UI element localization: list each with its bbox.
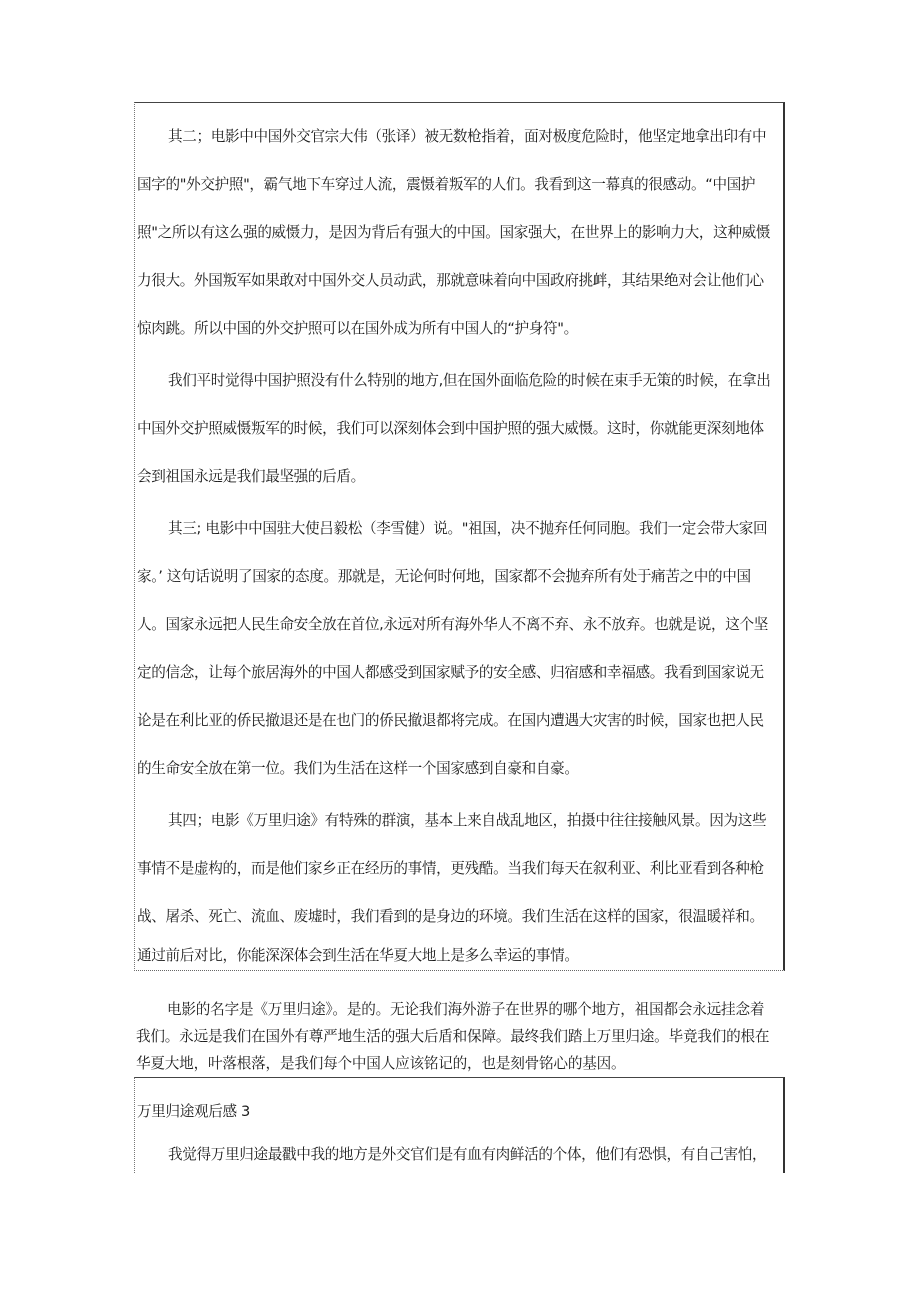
paragraph-2-line: 照"之所以有这么强的威慑力，是因为背后有强大的中国。国家强大，在世界上的影响力大，这种威慑	[137, 224, 771, 241]
paragraph-4-line: 事情不是虚构的，而是他们家乡正在经历的事情，更残酷。当我们每天在叙利亚、利比亚看到各种枪	[137, 860, 764, 877]
paragraph-passport-line: 我们平时觉得中国护照没有什么特别的地方,但在国外面临危险的时候在束手无策的时候，在拿出	[168, 372, 771, 389]
paragraph-3-line: 论是在利比亚的侨民撤退还是在也门的侨民撤退都将完成。在国内遭遇大灾害的时候，国家也把人民	[137, 712, 764, 729]
conclusion-line: 华夏大地，叶落根落，是我们每个中国人应该铭记的，也是刻骨铭心的基因。	[136, 1055, 626, 1072]
text-box-main	[134, 102, 785, 971]
essay-3-heading: 万里归途观后感 3	[137, 1103, 250, 1120]
paragraph-4-line: 通过前后对比，你能深深体会到生活在华夏大地上是多么幸运的事情。	[137, 947, 579, 964]
paragraph-3-line: 的生命安全放在第一位。我们为生活在这样一个国家感到自豪和自豪。	[137, 760, 579, 777]
paragraph-3-line: 家。’ 这句话说明了国家的态度。那就是，无论何时何地，国家都不会抛弃所有处于痛苦之中的中国	[137, 568, 751, 585]
paragraph-3-line: 定的信念，让每个旅居海外的中国人都感受到国家赋予的安全感、归宿感和幸福感。我看到国家说无	[137, 664, 764, 681]
paragraph-passport-line: 会到祖国永远是我们最坚强的后盾。	[137, 468, 365, 485]
paragraph-3-line: 其三; 电影中中国驻大使吕毅松（李雪健）说。"祖国，决不抛弃任何同胞。我们一定会带大家回	[168, 520, 768, 537]
paragraph-4-line: 战、屠杀、死亡、流血、废墟时，我们看到的是身边的环境。我们生活在这样的国家，很温暖祥和。	[137, 908, 764, 925]
paragraph-passport-line: 中国外交护照威慑叛军的时候，我们可以深刻体会到中国护照的强大威慑。这时，你就能更深刻地体	[137, 420, 764, 437]
paragraph-2-line: 力很大。外国叛军如果敢对中国外交人员动武，那就意味着向中国政府挑衅，其结果绝对会让他们心	[137, 272, 764, 289]
paragraph-3-line: 人。国家永远把人民生命安全放在首位,永远对所有海外华人不离不弃、永不放弃。也就是说，这个坚	[137, 616, 769, 633]
text-box-essay-3	[134, 1077, 785, 1173]
essay-3-first-line: 我觉得万里归途最戳中我的地方是外交官们是有血有肉鲜活的个体，他们有恐惧，有自己害怕，	[168, 1146, 767, 1163]
paragraph-2-line: 惊肉跳。所以中国的外交护照可以在国外成为所有中国人的“护身符"。	[137, 320, 578, 337]
paragraph-2-line: 国字的"外交护照"，霸气地下车穿过人流，震慑着叛军的人们。我看到这一幕真的很感动。“中国护	[137, 176, 756, 193]
paragraph-4-line: 其四；电影《万里归途》有特殊的群演，基本上来自战乱地区，拍摄中往往接触风景。因为这些	[168, 812, 767, 829]
paragraph-2-line: 其二；电影中中国外交官宗大伟（张译）被无数枪指着，面对极度危险时，他坚定地拿出印有中	[168, 128, 767, 145]
conclusion-line: 我们。永远是我们在国外有尊严地生活的强大后盾和保障。最终我们踏上万里归途。毕竟我们的根在	[136, 1028, 770, 1045]
conclusion-line: 电影的名字是《万里归途》。是的。无论我们海外游子在世界的哪个地方，祖国都会永远挂念着	[167, 1001, 765, 1018]
